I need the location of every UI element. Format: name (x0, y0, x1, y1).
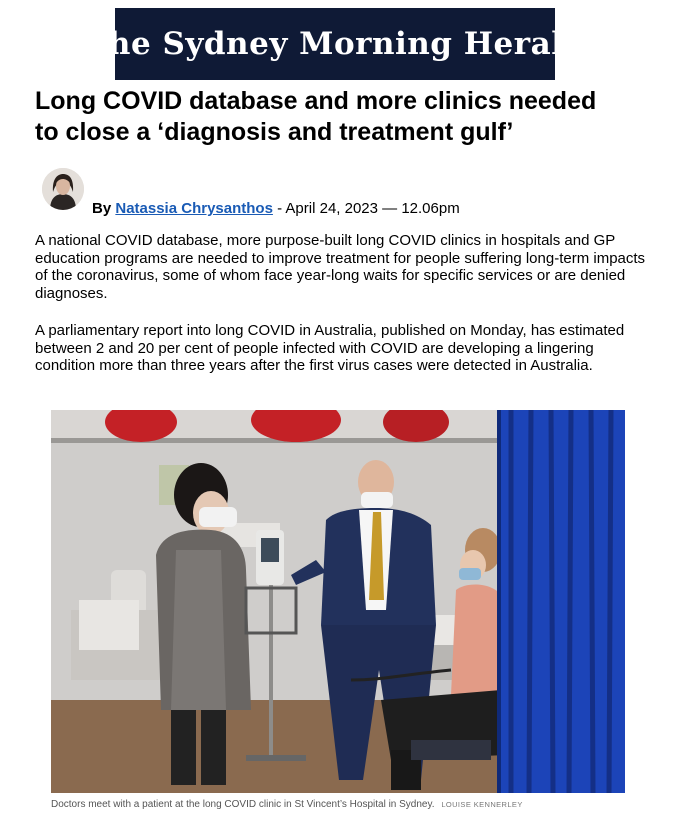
headline-line-1: Long COVID database and more clinics needed (35, 87, 597, 115)
clinic-scene-image (51, 410, 625, 793)
masthead-title: The Sydney Morning Herald (84, 26, 586, 62)
headline-line-2: to close a ‘diagnosis and treatment gulf’ (35, 118, 514, 146)
caption-text: Doctors meet with a patient at the long COVID clinic in St Vincent’s Hospital in Sydney. (51, 799, 435, 810)
article-paragraph-1: A national COVID database, more purpose-built long COVID clinics in hospitals and GP education programs are needed to improve treatment for people suffering long-term impacts of the coronavirus, some of whom face year-long waits for specific services or are denied diagnoses. (35, 232, 646, 302)
article-byline (92, 200, 460, 217)
masthead-logo[interactable] (84, 8, 586, 80)
author-portrait-icon (42, 168, 84, 210)
article-photo (51, 410, 625, 793)
author-link[interactable]: Natassia Chrysanthos (115, 200, 273, 217)
photo-credit: LOUISE KENNERLEY (441, 800, 523, 809)
article-headline (35, 86, 655, 148)
article-paragraph-2: A parliamentary report into long COVID in Australia, published on Monday, has estimated between 2 and 20 per cent of people infected with COVID are developing a lingering condition more than three years after the first virus cases were detected in Australia. (35, 322, 625, 374)
author-avatar[interactable] (42, 168, 84, 210)
byline-prefix: By (92, 200, 112, 217)
photo-caption (51, 799, 523, 810)
publish-date: - April 24, 2023 — 12.06pm (277, 200, 460, 217)
